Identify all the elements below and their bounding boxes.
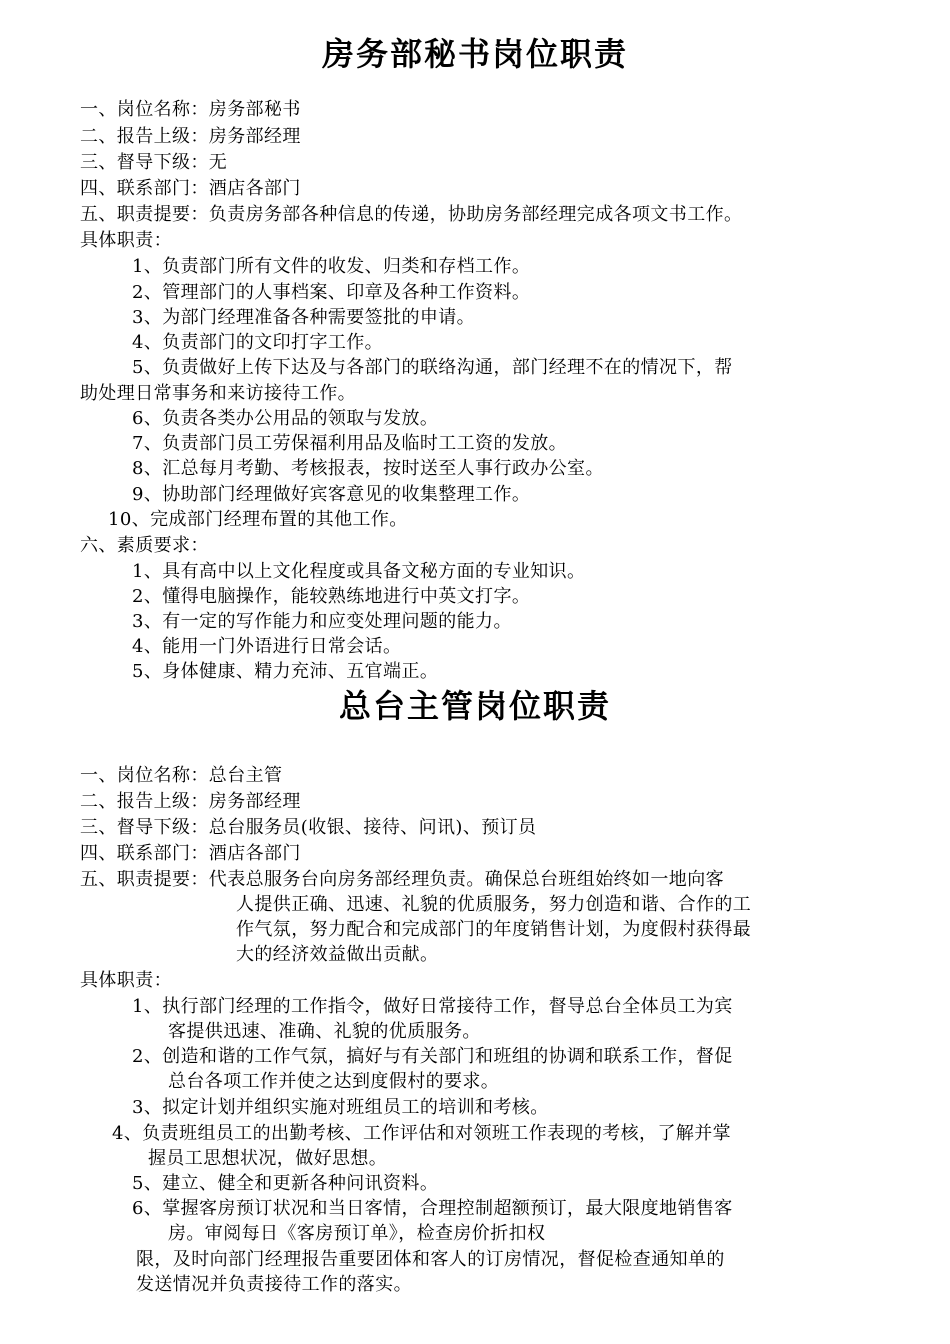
s1-quality-item: 5、身体健康、精力充沛、五官端正。	[132, 661, 439, 682]
s1-duty-item: 10、完成部门经理布置的其他工作。	[108, 509, 408, 530]
s1-duty-item: 8、汇总每月考勤、考核报表，按时送至人事行政办公室。	[132, 458, 604, 479]
s2-summary: 五、职责提要：代表总服务台向房务部经理负责。确保总台班组始终如一地向客	[80, 869, 724, 890]
s1-duty-item: 9、协助部门经理做好宾客意见的收集整理工作。	[132, 484, 531, 505]
s2-summary-cont: 作气氛，努力配合和完成部门的年度销售计划，为度假村获得最	[236, 919, 752, 940]
s2-duty-item: 4、负责班组员工的出勤考核、工作评估和对领班工作表现的考核，了解并掌	[112, 1123, 732, 1144]
s1-duty-item: 7、负责部门员工劳保福利用品及临时工工资的发放。	[132, 433, 568, 454]
s2-duty-item-cont: 握员工思想状况，做好思想。	[148, 1148, 388, 1169]
s1-duty-item: 4、负责部门的文印打字工作。	[132, 332, 384, 353]
s2-supervise: 三、督导下级：总台服务员(收银、接待、问讯)、预订员	[80, 817, 537, 838]
s2-contact: 四、联系部门：酒店各部门	[80, 843, 301, 864]
section-title-front-desk: 总台主管岗位职责	[338, 687, 611, 725]
s2-duties-heading: 具体职责：	[80, 970, 172, 991]
s2-duty-item: 5、建立、健全和更新各种问讯资料。	[132, 1173, 439, 1194]
s1-contact: 四、联系部门：酒店各部门	[80, 178, 301, 199]
s1-supervise: 三、督导下级：无	[80, 152, 228, 173]
s1-quality-heading: 六、素质要求：	[80, 535, 209, 556]
s2-duty-item-cont: 限，及时向部门经理报告重要团体和客人的订房情况，督促检查通知单的	[136, 1249, 725, 1270]
s2-duty-item-cont: 房。审阅每日《客房预订单》，检查房价折扣权	[168, 1223, 546, 1244]
s1-report-to: 二、报告上级：房务部经理	[80, 126, 301, 147]
s2-duty-item: 3、拟定计划并组织实施对班组员工的培训和考核。	[132, 1097, 549, 1118]
s1-duties-heading: 具体职责：	[80, 230, 172, 251]
s2-duty-item-cont: 发送情况并负责接待工作的落实。	[136, 1274, 412, 1295]
s1-position-name: 一、岗位名称：房务部秘书	[80, 99, 301, 120]
s2-duty-item: 2、创造和谐的工作气氛，搞好与有关部门和班组的协调和联系工作，督促	[132, 1046, 733, 1067]
s1-duty-item: 1、负责部门所有文件的收发、归类和存档工作。	[132, 256, 531, 277]
s1-quality-item: 3、有一定的写作能力和应变处理问题的能力。	[132, 611, 512, 632]
s2-duty-item-cont: 总台各项工作并使之达到度假村的要求。	[168, 1071, 500, 1092]
s2-report-to: 二、报告上级：房务部经理	[80, 791, 301, 812]
s1-duty-item: 5、负责做好上传下达及与各部门的联络沟通，部门经理不在的情况下，帮	[132, 357, 733, 378]
s2-summary-cont: 人提供正确、迅速、礼貌的优质服务，努力创造和谐、合作的工	[236, 894, 752, 915]
s1-duty-item-cont: 助处理日常事务和来访接待工作。	[80, 383, 356, 404]
s2-position-name: 一、岗位名称：总台主管	[80, 765, 283, 786]
section-title-secretary: 房务部秘书岗位职责	[321, 35, 628, 73]
s2-duty-item: 6、掌握客房预订状况和当日客情，合理控制超额预订，最大限度地销售客	[132, 1198, 733, 1219]
s1-duty-item: 6、负责各类办公用品的领取与发放。	[132, 408, 439, 429]
s2-summary-cont: 大的经济效益做出贡献。	[236, 944, 439, 965]
s1-quality-item: 4、能用一门外语进行日常会话。	[132, 636, 402, 657]
s1-summary: 五、职责提要：负责房务部各种信息的传递，协助房务部经理完成各项文书工作。	[80, 204, 743, 225]
s1-quality-item: 1、具有高中以上文化程度或具备文秘方面的专业知识。	[132, 561, 586, 582]
s1-duty-item: 2、管理部门的人事档案、印章及各种工作资料。	[132, 282, 531, 303]
s2-duty-item-cont: 客提供迅速、准确、礼貌的优质服务。	[168, 1021, 481, 1042]
s2-duty-item: 1、执行部门经理的工作指令，做好日常接待工作，督导总台全体员工为宾	[132, 996, 733, 1017]
s1-quality-item: 2、懂得电脑操作，能较熟练地进行中英文打字。	[132, 586, 531, 607]
s1-duty-item: 3、为部门经理准备各种需要签批的申请。	[132, 307, 476, 328]
